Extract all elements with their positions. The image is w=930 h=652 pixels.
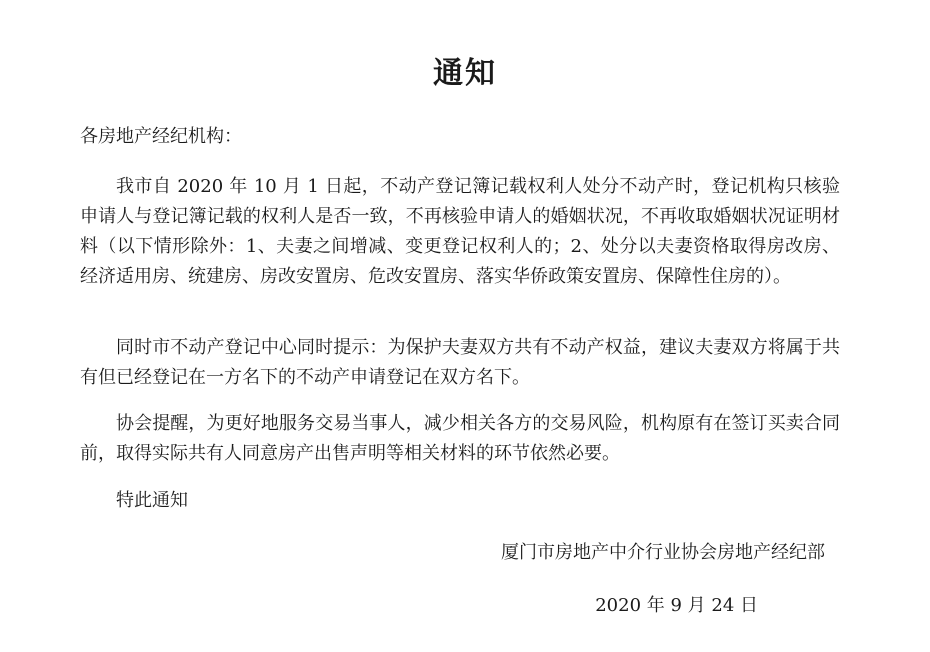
paragraph-registration-center-tip: 同时市不动产登记中心同时提示：为保护夫妻双方共有不动产权益，建议夫妻双方将属于共有但已经登记在一方名下的不动产申请登记在双方名下。 [80, 337, 840, 388]
closing-remark: 特此通知 [116, 490, 188, 511]
issuer-signature: 厦门市房地产中介行业协会房地产经纪部 [501, 542, 825, 563]
notice-title: 通知 [433, 56, 497, 91]
salutation: 各房地产经纪机构： [80, 126, 242, 147]
paragraph-registration-policy: 我市自 2020 年 10 月 1 日起，不动产登记簿记载权利人处分不动产时，登记机构只核验申请人与登记簿记载的权利人是否一致，不再核验申请人的婚姻状况，不再收取婚姻状况证明材料（以下情形除外：1、夫妻之间增减、变更登记权利人的；2、处分以夫妻资格取得房改房、经济适用房、统建房、房改安置房、危改安置房、落实华侨政策安置房、保障性住房的）。 [80, 176, 840, 287]
issue-date: 2020 年 9 月 24 日 [595, 595, 758, 616]
paragraph-association-reminder: 协会提醒，为更好地服务交易当事人，减少相关各方的交易风险，机构原有在签订买卖合同前，取得实际共有人同意房产出售声明等相关材料的环节依然必要。 [80, 413, 840, 464]
